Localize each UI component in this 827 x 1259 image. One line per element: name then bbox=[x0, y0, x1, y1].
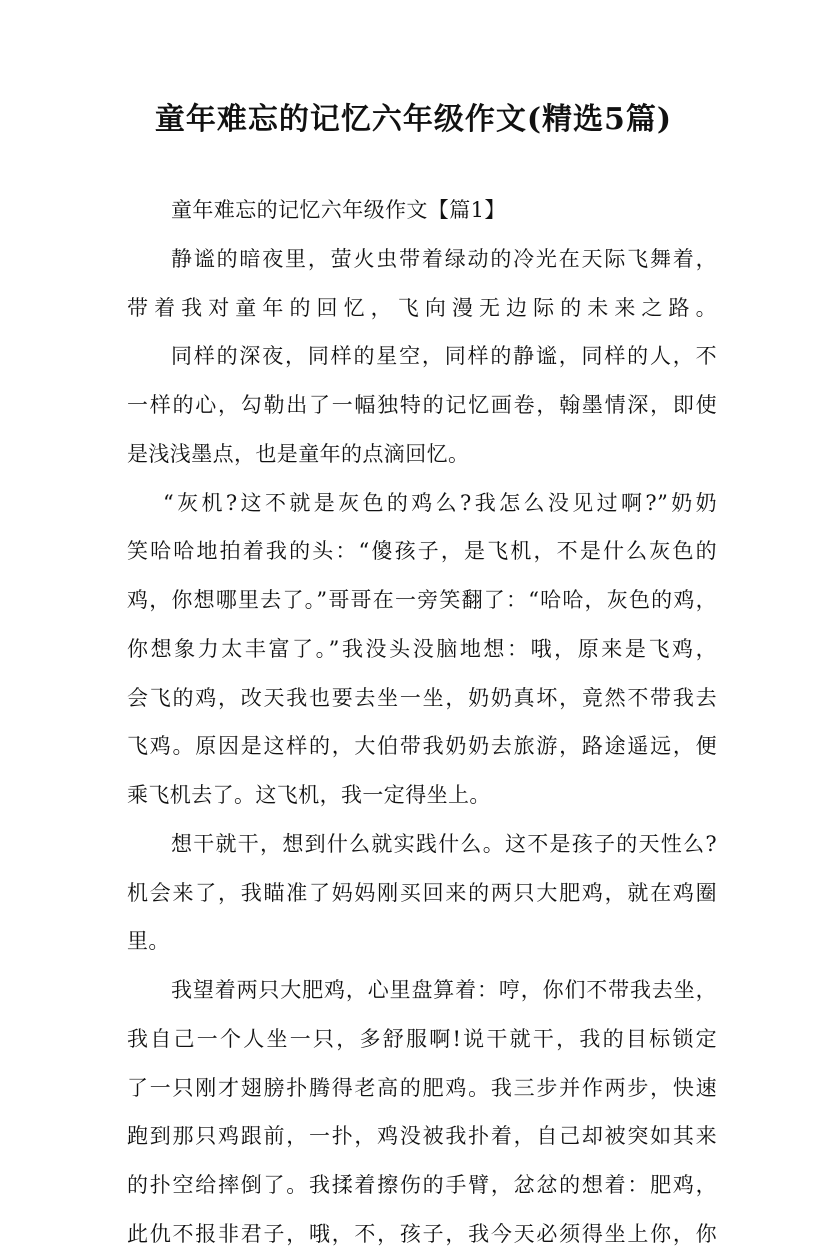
text-line: 是浅浅墨点，也是童年的点滴回忆。 bbox=[127, 441, 470, 466]
text-line: 想干就干，想到什么就实践什么。这不是孩子的天性么? bbox=[171, 831, 717, 856]
text-line: 里。 bbox=[127, 929, 170, 954]
text-line: 笑哈哈地拍着我的头：“傻孩子，是飞机，不是什么灰色的 bbox=[127, 539, 717, 564]
text-line: 跑到那只鸡跟前，一扑，鸡没被我扑着，自己却被突如其来 bbox=[127, 1124, 717, 1149]
text-line: 乘飞机去了。这飞机，我一定得坐上。 bbox=[127, 783, 491, 807]
text-line: 带着我对童年的回忆，飞向漫无边际的未来之路。 bbox=[127, 295, 717, 320]
text-line: 飞鸡。原因是这样的，大伯带我奶奶去旅游，路途遥远，便 bbox=[127, 734, 717, 759]
document-body bbox=[127, 186, 717, 1259]
text-line: 了一只刚才翅膀扑腾得老高的肥鸡。我三步并作两步，快速 bbox=[127, 1075, 717, 1100]
text-line: 会飞的鸡，改天我也要去坐一坐，奶奶真坏，竟然不带我去 bbox=[127, 685, 717, 710]
section-heading: 童年难忘的记忆六年级作文【篇1】 bbox=[171, 198, 506, 222]
text-line: “灰机?这不就是灰色的鸡么?我怎么没见过啊?”奶奶 bbox=[163, 490, 717, 515]
text-line: 你想象力太丰富了。”我没头没脑地想：哦，原来是飞鸡， bbox=[127, 636, 717, 661]
text-line: 同样的深夜，同样的星空，同样的静谧，同样的人，不 bbox=[171, 344, 717, 369]
text-line: 我自己一个人坐一只，多舒服啊!说干就干，我的目标锁定 bbox=[127, 1026, 717, 1051]
document-title: 童年难忘的记忆六年级作文(精选5篇) bbox=[154, 102, 673, 137]
text-line: 此仇不报非君子，哦，不，孩子，我今天必须得坐上你，你 bbox=[127, 1221, 717, 1246]
text-line: 鸡，你想哪里去了。”哥哥在一旁笑翻了：“哈哈，灰色的鸡， bbox=[127, 588, 717, 612]
text-line: 一样的心，勾勒出了一幅独特的记忆画卷，翰墨情深，即使 bbox=[127, 393, 717, 417]
text-line: 机会来了，我瞄准了妈妈刚买回来的两只大肥鸡，就在鸡圈 bbox=[127, 880, 717, 905]
text-line: 静谧的暗夜里，萤火虫带着绿动的冷光在天际飞舞着， bbox=[171, 246, 717, 271]
text-line: 我望着两只大肥鸡，心里盘算着：哼，你们不带我去坐， bbox=[171, 978, 717, 1002]
text-line: 的扑空给摔倒了。我揉着擦伤的手臂，忿忿的想着：肥鸡， bbox=[127, 1173, 717, 1197]
